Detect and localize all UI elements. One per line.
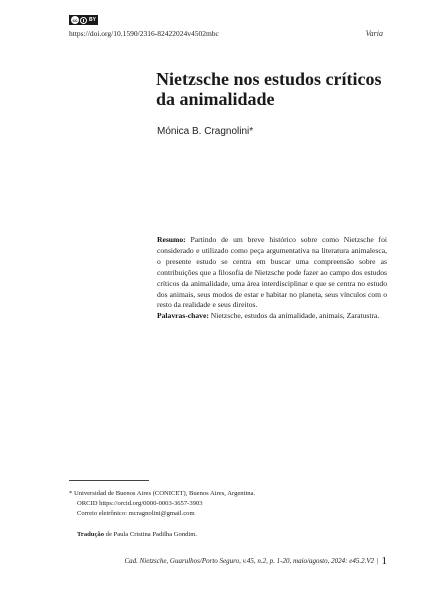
keywords-paragraph: [157, 311, 387, 322]
page-number: 1: [381, 555, 387, 567]
abstract-text: Partindo de um breve histórico sobre como Nietzsche foi considerado e utilizado como peça argumentativa na literatura animalesca, o presente estudo se centra em buscar uma compreensão sobre as contribuições que a filosofia de Nietzsche pode fazer ao campo dos estudos críticos da animalidade, uma área interdisciplinar e que se centra no estudo dos animais, seus modos de estar e habitar no planeta, seus vínculos com o resto da realidade e seus direitos.: [157, 235, 387, 310]
translation-label: Tradução: [77, 531, 104, 538]
citation-separator: |: [377, 557, 379, 565]
section-label: Varia: [365, 29, 383, 38]
abstract-block: [157, 235, 387, 322]
attribution-icon: [80, 17, 87, 24]
author-footnote: [69, 489, 369, 520]
orcid-link[interactable]: ORCID https://orcid.org/0000-0003-3657-3903: [77, 500, 203, 508]
article-title: Nietzsche nos estudos críticos da animalidade: [156, 69, 382, 109]
abstract-paragraph: [157, 235, 387, 311]
translation-text: de Paula Cristina Padilha Gondim.: [104, 531, 198, 538]
citation-text: Cad. Nietzsche, Guarulhos/Porto Seguro, v.45, n.2, p. 1-20, maio/agosto, 2024: e45.2.V2: [124, 557, 375, 565]
creative-commons-icon: cc: [72, 17, 78, 23]
journal-citation: [124, 555, 387, 567]
footnote-divider: [69, 480, 149, 481]
affiliation-line: * Universidad de Buenos Aires (CONICET), Buenos Aires, Argentina.: [69, 490, 256, 497]
license-label: BY: [89, 17, 96, 23]
author-name: Mónica B. Cragnolini*: [157, 126, 254, 137]
keywords-text: Nietzsche, estudos da animalidade, animais, Zaratustra.: [210, 311, 380, 321]
translation-credit: [77, 531, 197, 538]
keywords-label: Palavras-chave:: [157, 311, 209, 321]
email-line[interactable]: Correio eletrônico: mcragnolini@gmail.com: [77, 510, 195, 518]
abstract-label: Resumo:: [157, 235, 186, 244]
cc-by-license-badge[interactable]: [69, 15, 98, 25]
doi-link[interactable]: https://doi.org/10.1590/2316-82422024v4502mbc: [69, 29, 219, 38]
